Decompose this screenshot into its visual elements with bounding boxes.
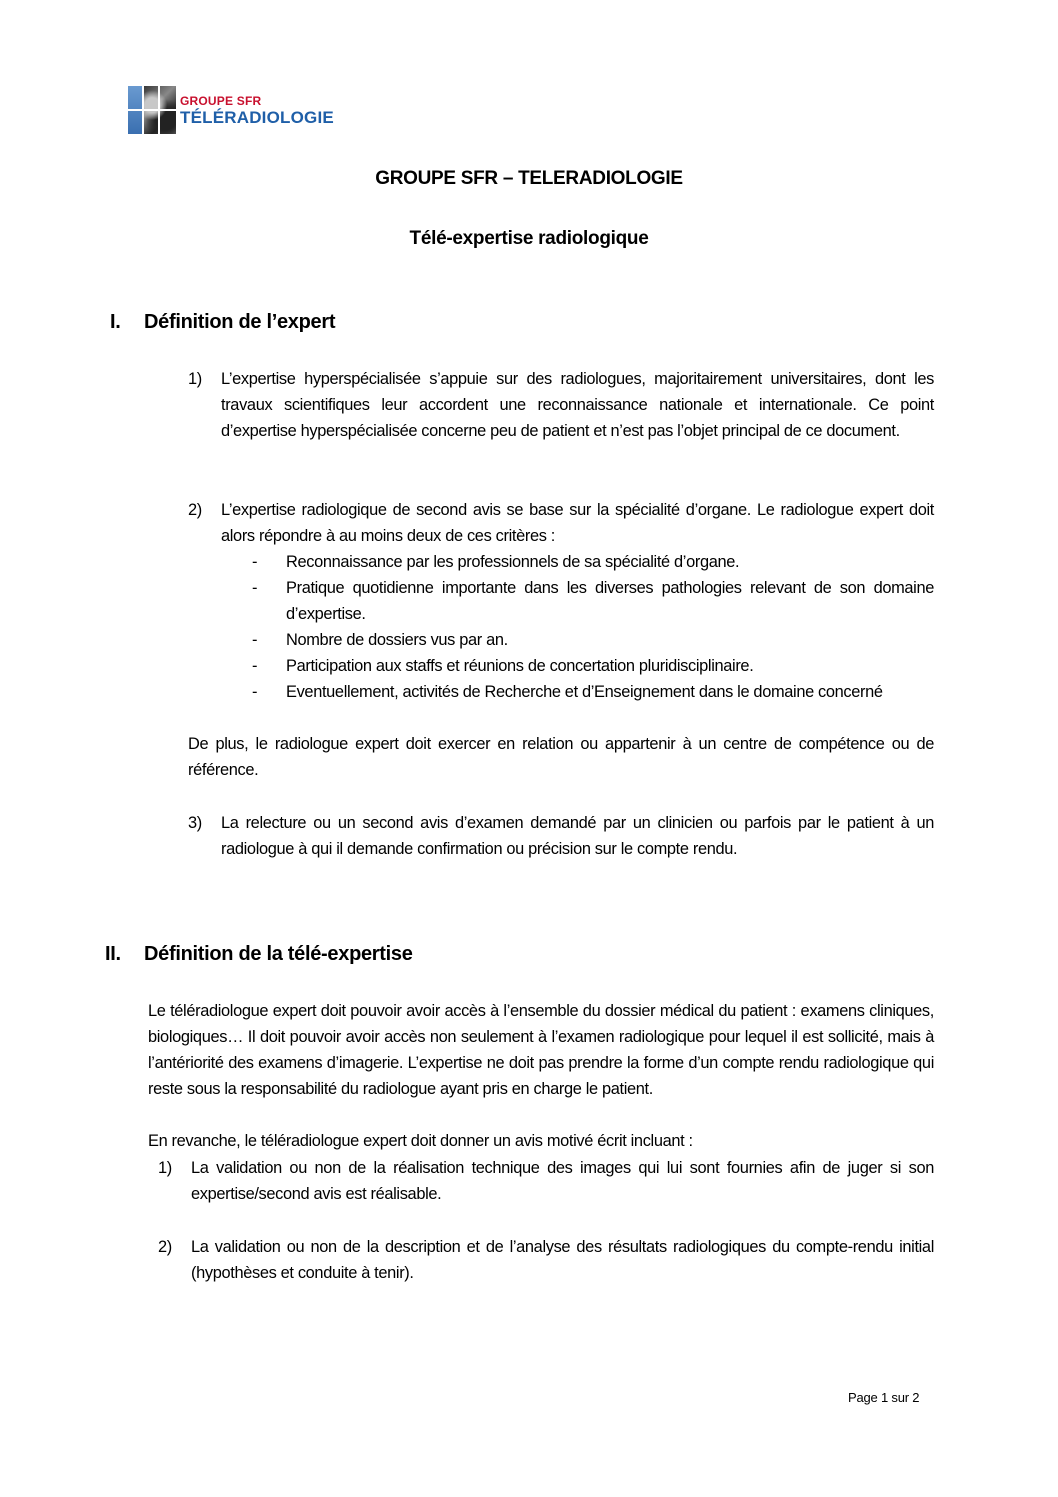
section-1-additional-paragraph: De plus, le radiologue expert doit exercer en relation ou appartenir à un centre de compétence ou de référence. (188, 735, 934, 779)
bullet-text: Eventuellement, activités de Recherche et d’Enseignement dans le domaine concerné (286, 683, 883, 701)
bullet-dash: - (252, 579, 258, 597)
item-marker: 1) (188, 370, 202, 388)
item-marker: 3) (188, 814, 202, 832)
logo-image-icon (128, 86, 176, 134)
company-logo (128, 85, 338, 135)
section-1-number: I. (110, 311, 121, 333)
section-2-title: Définition de la télé-expertise (144, 943, 413, 965)
document-title: GROUPE SFR – TELERADIOLOGIE (375, 168, 683, 189)
item-text: La validation ou non de la description et de l’analyse des résultats radiologiques du compte-rendu initial (hypothèses et conduite à tenir). (191, 1238, 934, 1282)
logo-line2: TÉLÉRADIOLOGIE (180, 107, 334, 127)
bullet-text: Participation aux staffs et réunions de concertation pluridisciplinaire. (286, 657, 754, 675)
bullet-text: Nombre de dossiers vus par an. (286, 631, 508, 649)
bullet-dash: - (252, 631, 258, 649)
item-text: L’expertise hyperspécialisée s’appuie sur des radiologues, majoritairement universitaires, dont les travaux scientifiques leur accordent une reconnaissance nationale et internationale. Ce point d’expertise hyperspécialisée concerne peu de patient et n’est pas l’objet principal de ce document. (221, 370, 934, 440)
criteria-bullet-5 (252, 679, 934, 705)
section-1-item-3 (188, 810, 934, 862)
item-text: La relecture ou un second avis d’examen demandé par un clinicien ou parfois par le patient à un radiologue à qui il demande confirmation ou précision sur le compte rendu. (221, 814, 934, 858)
logo-line1: GROUPE SFR (180, 93, 262, 108)
section-2-heading (105, 943, 413, 966)
item-marker: 2) (188, 501, 202, 519)
section-2-item-2 (158, 1234, 934, 1286)
document-subtitle: Télé-expertise radiologique (409, 228, 649, 249)
section-2-intro-paragraph: Le téléradiologue expert doit pouvoir avoir accès à l’ensemble du dossier médical du patient : examens cliniques, biologiques… Il doit pouvoir avoir accès non seulement à l’examen radiologique pour lequel il est sollicité, mais à l’antériorité des examens d’imagerie. L’expertise ne doit pas prendre la forme d’un compte rendu radiologique qui reste sous la responsabilité du radiologue ayant pris en charge le patient. (148, 1002, 934, 1098)
section-2-number: II. (105, 943, 121, 965)
item-marker: 2) (158, 1238, 172, 1256)
criteria-bullet-3 (252, 627, 934, 653)
item-marker: 1) (158, 1159, 172, 1177)
section-1-item-2 (188, 497, 934, 549)
bullet-dash: - (252, 553, 258, 571)
criteria-bullet-4 (252, 653, 934, 679)
section-1-title: Définition de l’expert (144, 311, 336, 333)
criteria-bullet-2 (252, 575, 934, 627)
bullet-text: Pratique quotidienne importante dans les diverses pathologies relevant de son domaine d’expertise. (286, 579, 934, 623)
section-2-item-1 (158, 1155, 934, 1207)
criteria-bullet-1 (252, 549, 934, 575)
page-number: Page 1 sur 2 (848, 1390, 920, 1405)
section-1-item-1 (188, 366, 934, 444)
section-2-lead-text: En revanche, le téléradiologue expert doit donner un avis motivé écrit incluant : (148, 1132, 693, 1150)
bullet-text: Reconnaissance par les professionnels de sa spécialité d’organe. (286, 553, 740, 571)
section-1-heading (110, 311, 335, 334)
item-text: La validation ou non de la réalisation technique des images qui lui sont fournies afin de juger si son expertise/second avis est réalisable. (191, 1159, 934, 1203)
bullet-dash: - (252, 683, 258, 701)
item-text: L’expertise radiologique de second avis se base sur la spécialité d’organe. Le radiologue expert doit alors répondre à au moins deux de ces critères : (221, 501, 934, 545)
logo-text (180, 95, 334, 126)
bullet-dash: - (252, 657, 258, 675)
